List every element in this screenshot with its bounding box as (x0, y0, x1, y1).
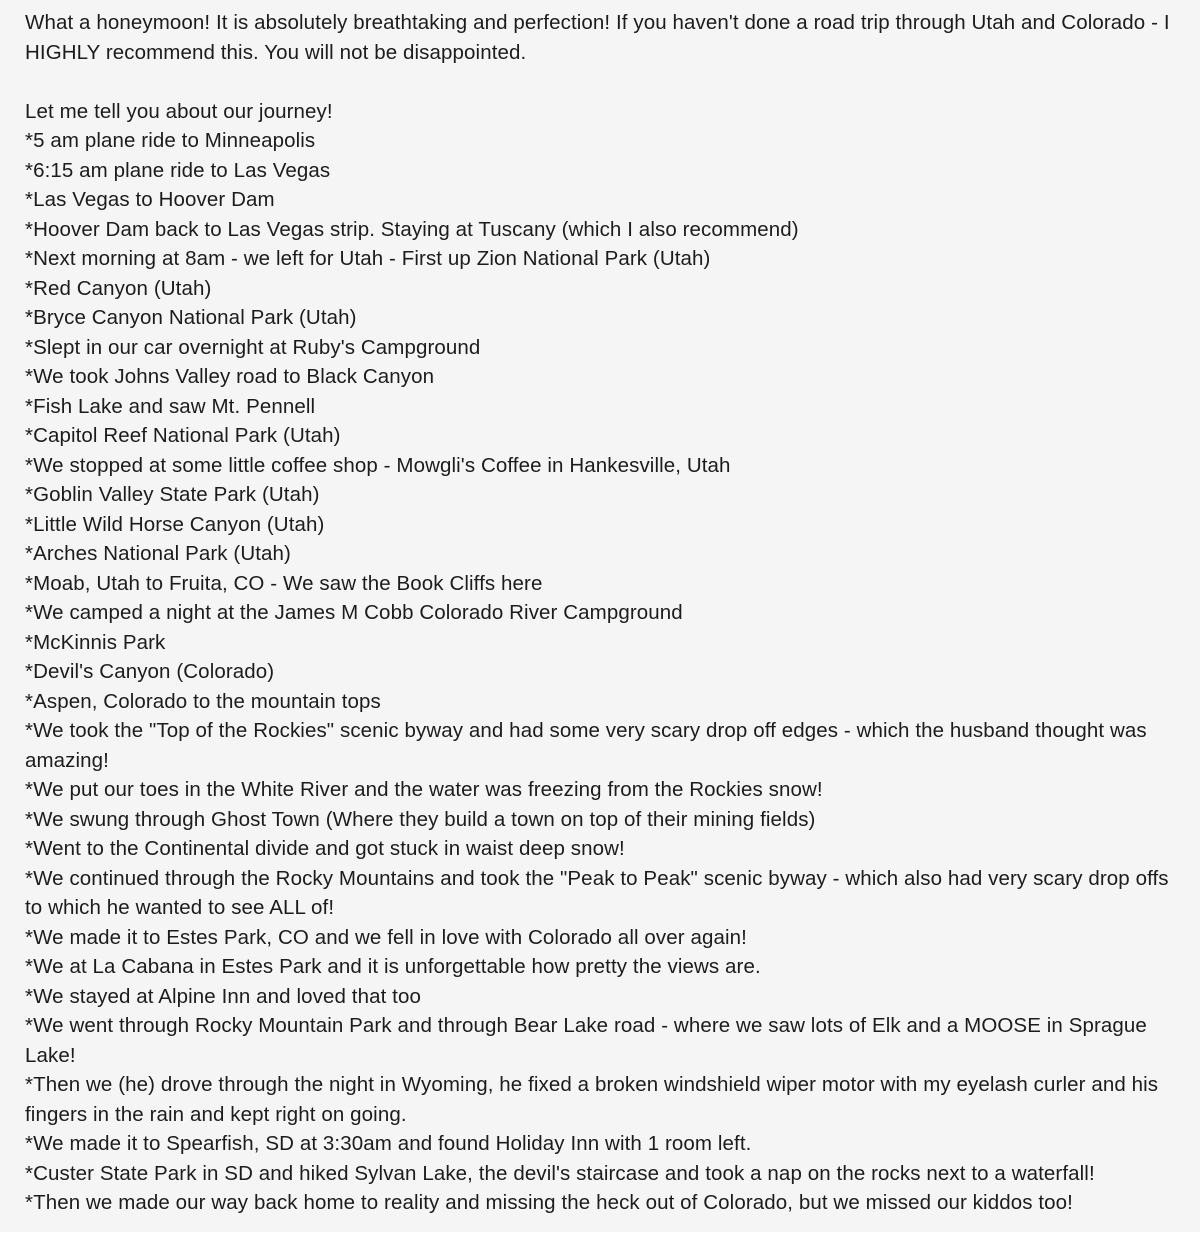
journey-item: *Moab, Utah to Fruita, CO - We saw the Book Cliffs here (25, 571, 543, 595)
journey-item: *Then we made our way back home to reality and missing the heck out of Colorado, but we missed our kiddos too! (25, 1191, 1073, 1214)
journey-item: *We at La Cabana in Estes Park and it is unforgettable how pretty the views are. (25, 955, 761, 978)
journey-item: *5 am plane ride to Minneapolis (25, 129, 316, 152)
journey-item: *We stopped at some little coffee shop - Mowgli's Coffee in Hankesville, Utah (25, 453, 731, 477)
journey-item: *We took Johns Valley road to Black Canyon (25, 365, 435, 388)
journey-item: *Little Wild Horse Canyon (Utah) (25, 512, 325, 536)
journey-item: *We put our toes in the White River and the water was freezing from the Rockies snow! (25, 778, 823, 801)
journey-item: *We went through Rocky Mountain Park and through Bear Lake road - where we saw lots of Elk and a MOOSE in Sprague Lake! (25, 1014, 1147, 1067)
journey-item: *Capitol Reef National Park (Utah) (25, 424, 341, 447)
post-intro: What a honeymoon! It is absolutely breathtaking and perfection! If you haven't done a road trip through Utah and Colorado - I HIGHLY recommend this. You will not be disappointed. (25, 11, 1170, 64)
journey-item: *Arches National Park (Utah) (25, 542, 291, 565)
journey-item: *Next morning at 8am - we left for Utah - First up Zion National Park (Utah) (25, 247, 711, 270)
journey-item: *We made it to Estes Park, CO and we fell in love with Colorado all over again! (25, 925, 747, 949)
journey-item: *Hoover Dam back to Las Vegas strip. Staying at Tuscany (which I also recommend) (25, 217, 799, 241)
journey-item: *Slept in our car overnight at Ruby's Campground (25, 335, 481, 359)
journey-item: *Red Canyon (Utah) (25, 276, 212, 300)
journey-item: *We stayed at Alpine Inn and loved that too (25, 984, 421, 1008)
journey-item: *Devil's Canyon (Colorado) (25, 660, 275, 683)
journey-list (25, 126, 1174, 1218)
journey-item: *We continued through the Rocky Mountains and took the "Peak to Peak" scenic byway - which also had very scary drop offs to which he wanted to see ALL of! (25, 866, 1169, 919)
journey-item: *Custer State Park in SD and hiked Sylvan Lake, the devil's staircase and took a nap on the rocks next to a waterfall! (25, 1161, 1095, 1185)
journey-item: *Bryce Canyon National Park (Utah) (25, 306, 357, 329)
journey-item: *Aspen, Colorado to the mountain tops (25, 689, 381, 713)
journey-item: *Goblin Valley State Park (Utah) (25, 483, 320, 506)
page-bottom-margin (0, 1232, 1200, 1239)
journey-item: *We camped a night at the James M Cobb Colorado River Campground (25, 601, 683, 624)
journey-item: *McKinnis Park (25, 630, 166, 654)
journey-item: *We swung through Ghost Town (Where they build a town on top of their mining fields) (25, 807, 816, 831)
journey-item: *Las Vegas to Hoover Dam (25, 188, 275, 211)
journey-item: *Went to the Continental divide and got stuck in waist deep snow! (25, 837, 625, 860)
journey-item: *Fish Lake and saw Mt. Pennell (25, 394, 316, 418)
post-lead: Let me tell you about our journey! (25, 99, 333, 123)
journey-item: *Then we (he) drove through the night in Wyoming, he fixed a broken windshield wiper motor with my eyelash curler and his fingers in the rain and kept right on going. (25, 1073, 1159, 1126)
journey-item: *6:15 am plane ride to Las Vegas (25, 158, 331, 182)
journey-item: *We made it to Spearfish, SD at 3:30am and found Holiday Inn with 1 room left. (25, 1132, 752, 1155)
journey-item: *We took the "Top of the Rockies" scenic byway and had some very scary drop off edges - which the husband thought was amazing! (25, 719, 1147, 772)
